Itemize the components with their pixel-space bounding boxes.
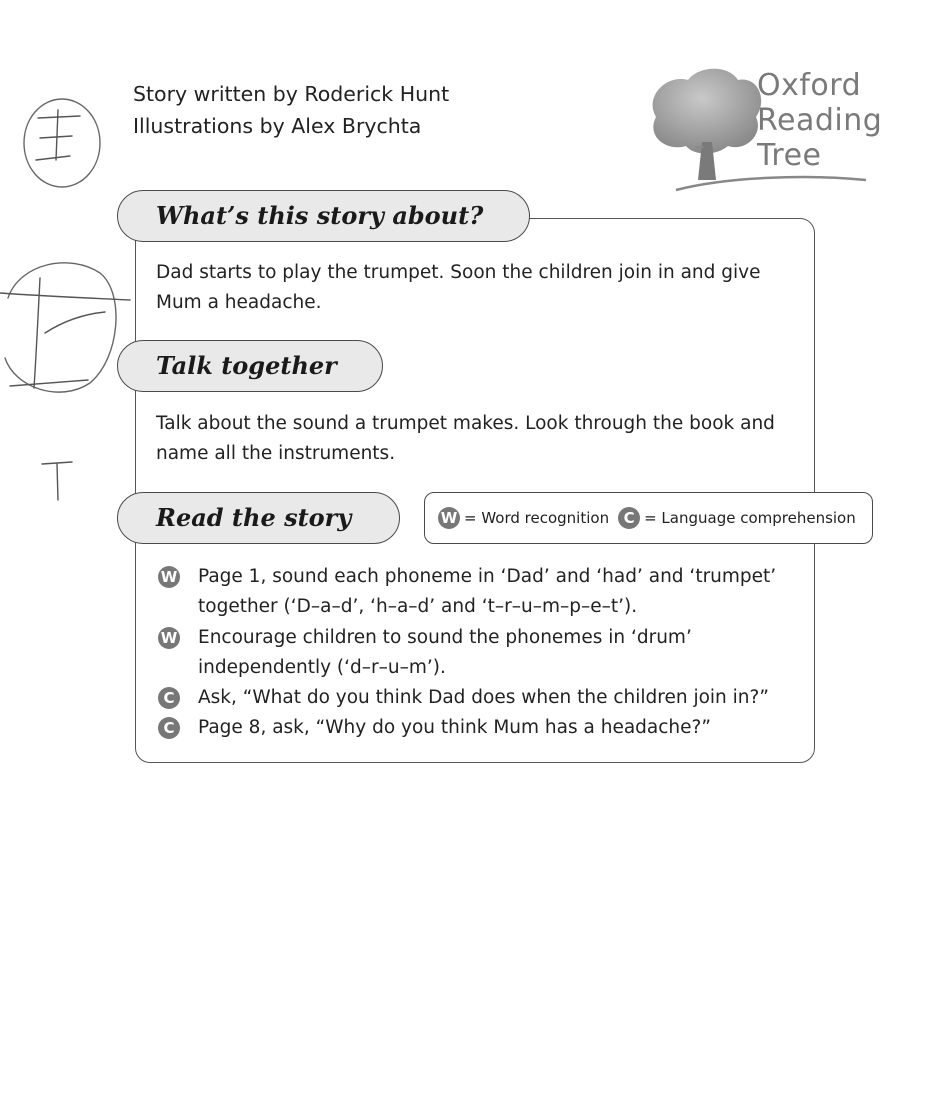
section-heading-about: What’s this story about? xyxy=(117,190,530,242)
oxford-reading-tree-logo xyxy=(757,68,882,173)
item-badge: C xyxy=(158,717,180,739)
list-item xyxy=(158,623,776,684)
item-text-line: Encourage children to sound the phonemes in ‘drum’ xyxy=(198,626,692,648)
item-text-line: Ask, “What do you think Dad does when the children join in?” xyxy=(198,687,769,709)
section-heading-read: Read the story xyxy=(117,492,400,544)
item-badge: C xyxy=(158,687,180,709)
reading-activities-list xyxy=(158,562,776,744)
language-comprehension-badge: C xyxy=(618,507,640,529)
logo-line-reading: Reading xyxy=(757,103,883,138)
word-recognition-badge: W xyxy=(438,507,460,529)
talk-text-line: name all the instruments. xyxy=(156,443,396,464)
item-text-line: Page 1, sound each phoneme in ‘Dad’ and ‘had’ and ‘trumpet’ xyxy=(198,566,777,587)
list-item xyxy=(158,713,776,743)
word-recognition-label: = Word recognition xyxy=(464,509,610,527)
about-text-line: Mum a headache. xyxy=(156,292,322,313)
item-text-line: independently (‘d–r–u–m’). xyxy=(198,656,446,678)
item-badge: W xyxy=(158,566,180,588)
section-heading-talk: Talk together xyxy=(117,340,383,392)
about-text-line: Dad starts to play the trumpet. Soon the children join in and give xyxy=(156,262,761,283)
language-comprehension-label: = Language comprehension xyxy=(644,509,856,527)
list-item xyxy=(158,683,776,713)
handwritten-margin-marks xyxy=(0,88,140,508)
talk-text-line: Talk about the sound a trumpet makes. Look through the book and xyxy=(156,413,775,434)
about-text xyxy=(156,258,760,318)
badge-key xyxy=(424,492,873,544)
credits xyxy=(133,78,449,142)
author-credit: Story written by Roderick Hunt xyxy=(133,82,450,106)
list-item xyxy=(158,562,776,623)
illustrator-credit: Illustrations by Alex Brychta xyxy=(133,114,422,138)
logo-line-oxford: Oxford xyxy=(757,68,862,103)
item-text-line: together (‘D–a–d’, ‘h–a–d’ and ‘t–r–u–m–p–e–t’). xyxy=(198,596,638,618)
item-badge: W xyxy=(158,627,180,649)
logo-line-tree: Tree xyxy=(757,138,822,173)
talk-text xyxy=(156,409,775,469)
item-text-line: Page 8, ask, “Why do you think Mum has a headache?” xyxy=(198,717,711,739)
